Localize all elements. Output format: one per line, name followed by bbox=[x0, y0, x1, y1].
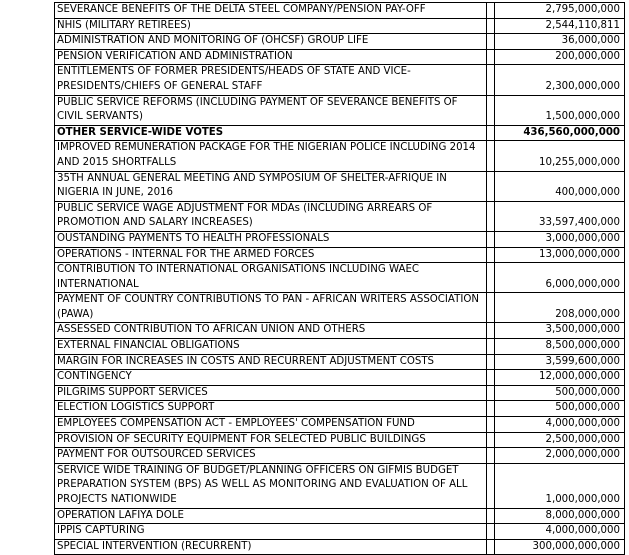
item-amount: 8,500,000,000 bbox=[495, 339, 625, 355]
spacer-cell bbox=[487, 3, 495, 19]
item-description: OTHER SERVICE-WIDE VOTES bbox=[55, 125, 487, 141]
item-amount: 436,560,000,000 bbox=[495, 125, 625, 141]
spacer-cell bbox=[487, 401, 495, 417]
table-row bbox=[55, 339, 625, 355]
item-amount: 8,000,000,000 bbox=[495, 508, 625, 524]
item-description: ADMINISTRATION AND MONITORING OF (OHCSF) GROUP LIFE bbox=[55, 34, 487, 50]
item-amount: 300,000,000,000 bbox=[495, 539, 625, 555]
item-description: PUBLIC SERVICE REFORMS (INCLUDING PAYMENT OF SEVERANCE BENEFITS OF CIVIL SERVANTS) bbox=[55, 95, 487, 125]
table-row bbox=[55, 125, 625, 141]
spacer-cell bbox=[487, 432, 495, 448]
item-amount: 2,000,000,000 bbox=[495, 448, 625, 464]
item-description: IMPROVED REMUNERATION PACKAGE FOR THE NIGERIAN POLICE INCLUDING 2014 AND 2015 SHORTFALLS bbox=[55, 141, 487, 171]
table-row bbox=[55, 3, 625, 19]
item-amount: 10,255,000,000 bbox=[495, 141, 625, 171]
spacer-cell bbox=[487, 263, 495, 293]
item-amount: 13,000,000,000 bbox=[495, 247, 625, 263]
spacer-cell bbox=[487, 201, 495, 231]
spacer-cell bbox=[487, 339, 495, 355]
left-margin bbox=[0, 0, 54, 534]
spacer-cell bbox=[487, 231, 495, 247]
budget-table-body bbox=[55, 3, 625, 555]
item-description: OPERATIONS - INTERNAL FOR THE ARMED FORCES bbox=[55, 247, 487, 263]
table-row bbox=[55, 524, 625, 540]
spacer-cell bbox=[487, 323, 495, 339]
table-row bbox=[55, 49, 625, 65]
spacer-cell bbox=[487, 385, 495, 401]
table-row bbox=[55, 293, 625, 323]
item-description: CONTRIBUTION TO INTERNATIONAL ORGANISATIONS INCLUDING WAEC INTERNATIONAL bbox=[55, 263, 487, 293]
table-row bbox=[55, 448, 625, 464]
item-description: IPPIS CAPTURING bbox=[55, 524, 487, 540]
table-row bbox=[55, 508, 625, 524]
table-row bbox=[55, 141, 625, 171]
item-amount: 500,000,000 bbox=[495, 401, 625, 417]
table-row bbox=[55, 323, 625, 339]
table-row bbox=[55, 171, 625, 201]
spacer-cell bbox=[487, 125, 495, 141]
item-amount: 4,000,000,000 bbox=[495, 524, 625, 540]
item-description: PILGRIMS SUPPORT SERVICES bbox=[55, 385, 487, 401]
item-description: EMPLOYEES COMPENSATION ACT - EMPLOYEES' COMPENSATION FUND bbox=[55, 417, 487, 433]
item-amount: 6,000,000,000 bbox=[495, 263, 625, 293]
item-description: ENTITLEMENTS OF FORMER PRESIDENTS/HEADS OF STATE AND VICE-PRESIDENTS/CHIEFS OF GENERAL STAFF bbox=[55, 65, 487, 95]
item-amount: 200,000,000 bbox=[495, 49, 625, 65]
spacer-cell bbox=[487, 463, 495, 508]
item-description: MARGIN FOR INCREASES IN COSTS AND RECURRENT ADJUSTMENT COSTS bbox=[55, 354, 487, 370]
table-row bbox=[55, 247, 625, 263]
spacer-cell bbox=[487, 293, 495, 323]
item-amount: 208,000,000 bbox=[495, 293, 625, 323]
table-row bbox=[55, 354, 625, 370]
item-amount: 2,795,000,000 bbox=[495, 3, 625, 19]
table-row bbox=[55, 385, 625, 401]
table-row bbox=[55, 263, 625, 293]
spacer-cell bbox=[487, 508, 495, 524]
spacer-cell bbox=[487, 354, 495, 370]
item-amount: 1,500,000,000 bbox=[495, 95, 625, 125]
table-row bbox=[55, 95, 625, 125]
item-description: CONTINGENCY bbox=[55, 370, 487, 386]
item-amount: 36,000,000 bbox=[495, 34, 625, 50]
item-amount: 33,597,400,000 bbox=[495, 201, 625, 231]
item-description: 35TH ANNUAL GENERAL MEETING AND SYMPOSIUM OF SHELTER-AFRIQUE IN NIGERIA IN JUNE, 2016 bbox=[55, 171, 487, 201]
spacer-cell bbox=[487, 18, 495, 34]
spacer-cell bbox=[487, 247, 495, 263]
item-amount: 3,500,000,000 bbox=[495, 323, 625, 339]
item-amount: 3,599,600,000 bbox=[495, 354, 625, 370]
item-description: EXTERNAL FINANCIAL OBLIGATIONS bbox=[55, 339, 487, 355]
table-row bbox=[55, 417, 625, 433]
budget-table bbox=[54, 2, 625, 555]
spacer-cell bbox=[487, 141, 495, 171]
table-row bbox=[55, 201, 625, 231]
spacer-cell bbox=[487, 65, 495, 95]
item-amount: 12,000,000,000 bbox=[495, 370, 625, 386]
item-amount: 1,000,000,000 bbox=[495, 463, 625, 508]
item-amount: 2,544,110,811 bbox=[495, 18, 625, 34]
table-row bbox=[55, 231, 625, 247]
item-description: PENSION VERIFICATION AND ADMINISTRATION bbox=[55, 49, 487, 65]
spacer-cell bbox=[487, 448, 495, 464]
table-row bbox=[55, 18, 625, 34]
item-amount: 2,500,000,000 bbox=[495, 432, 625, 448]
item-description: OUSTANDING PAYMENTS TO HEALTH PROFESSIONALS bbox=[55, 231, 487, 247]
item-description: ASSESSED CONTRIBUTION TO AFRICAN UNION AND OTHERS bbox=[55, 323, 487, 339]
spacer-cell bbox=[487, 539, 495, 555]
table-row bbox=[55, 463, 625, 508]
item-description: PAYMENT OF COUNTRY CONTRIBUTIONS TO PAN - AFRICAN WRITERS ASSOCIATION (PAWA) bbox=[55, 293, 487, 323]
spacer-cell bbox=[487, 95, 495, 125]
item-description: PUBLIC SERVICE WAGE ADJUSTMENT FOR MDAs (INCLUDING ARREARS OF PROMOTION AND SALARY INCREASES) bbox=[55, 201, 487, 231]
item-description: NHIS (MILITARY RETIREES) bbox=[55, 18, 487, 34]
spacer-cell bbox=[487, 49, 495, 65]
table-row bbox=[55, 539, 625, 555]
item-description: OPERATION LAFIYA DOLE bbox=[55, 508, 487, 524]
item-amount: 400,000,000 bbox=[495, 171, 625, 201]
spacer-cell bbox=[487, 417, 495, 433]
table-row bbox=[55, 401, 625, 417]
item-description: ELECTION LOGISTICS SUPPORT bbox=[55, 401, 487, 417]
item-amount: 500,000,000 bbox=[495, 385, 625, 401]
table-row bbox=[55, 432, 625, 448]
spacer-cell bbox=[487, 370, 495, 386]
table-row bbox=[55, 34, 625, 50]
table-row bbox=[55, 370, 625, 386]
item-amount: 4,000,000,000 bbox=[495, 417, 625, 433]
item-amount: 2,300,000,000 bbox=[495, 65, 625, 95]
item-description: PROVISION OF SECURITY EQUIPMENT FOR SELECTED PUBLIC BUILDINGS bbox=[55, 432, 487, 448]
spacer-cell bbox=[487, 524, 495, 540]
spacer-cell bbox=[487, 34, 495, 50]
item-amount: 3,000,000,000 bbox=[495, 231, 625, 247]
table-row bbox=[55, 65, 625, 95]
spacer-cell bbox=[487, 171, 495, 201]
item-description: SERVICE WIDE TRAINING OF BUDGET/PLANNING OFFICERS ON GIFMIS BUDGET PREPARATION SYSTEM (BPS) AS WELL AS MONITORING AND EVALUATION OF ALL PROJECTS NATIONWIDE bbox=[55, 463, 487, 508]
item-description: PAYMENT FOR OUTSOURCED SERVICES bbox=[55, 448, 487, 464]
item-description: SPECIAL INTERVENTION (RECURRENT) bbox=[55, 539, 487, 555]
item-description: SEVERANCE BENEFITS OF THE DELTA STEEL COMPANY/PENSION PAY-OFF bbox=[55, 3, 487, 19]
